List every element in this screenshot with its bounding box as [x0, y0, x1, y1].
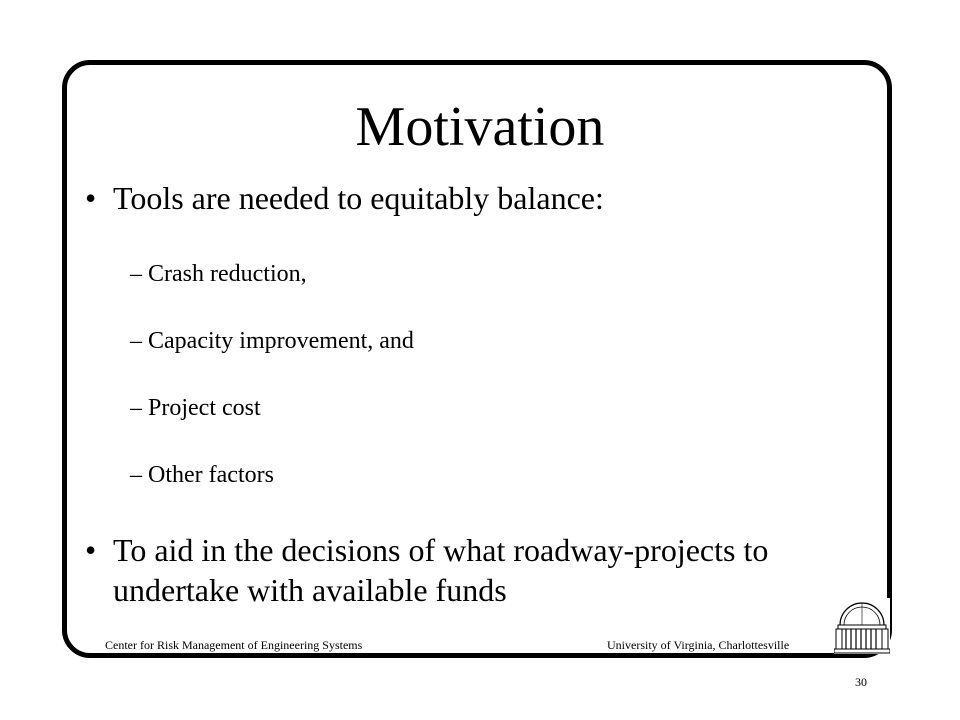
rotunda-logo-icon	[834, 598, 890, 654]
sub-item-crash-reduction: – Crash reduction,	[130, 261, 307, 287]
footer-organization: Center for Risk Management of Engineering Systems	[105, 638, 363, 652]
bullet-text-line: To aid in the decisions of what roadway-projects to	[113, 532, 769, 568]
page-number: 30	[855, 675, 867, 689]
sub-item-capacity-improvement: – Capacity improvement, and	[130, 328, 414, 354]
bullet-text-line: undertake with available funds	[113, 572, 507, 608]
sub-item-other-factors: – Other factors	[130, 462, 274, 488]
bullet-marker: •	[85, 180, 97, 216]
bullet-text: Tools are needed to equitably balance:	[113, 180, 604, 216]
slide-title: Motivation	[355, 96, 605, 158]
footer-university: University of Virginia, Charlottesville	[607, 638, 790, 652]
bullet-text	[113, 530, 768, 610]
sub-item-project-cost: – Project cost	[130, 395, 261, 421]
bullet-marker: •	[85, 532, 97, 568]
